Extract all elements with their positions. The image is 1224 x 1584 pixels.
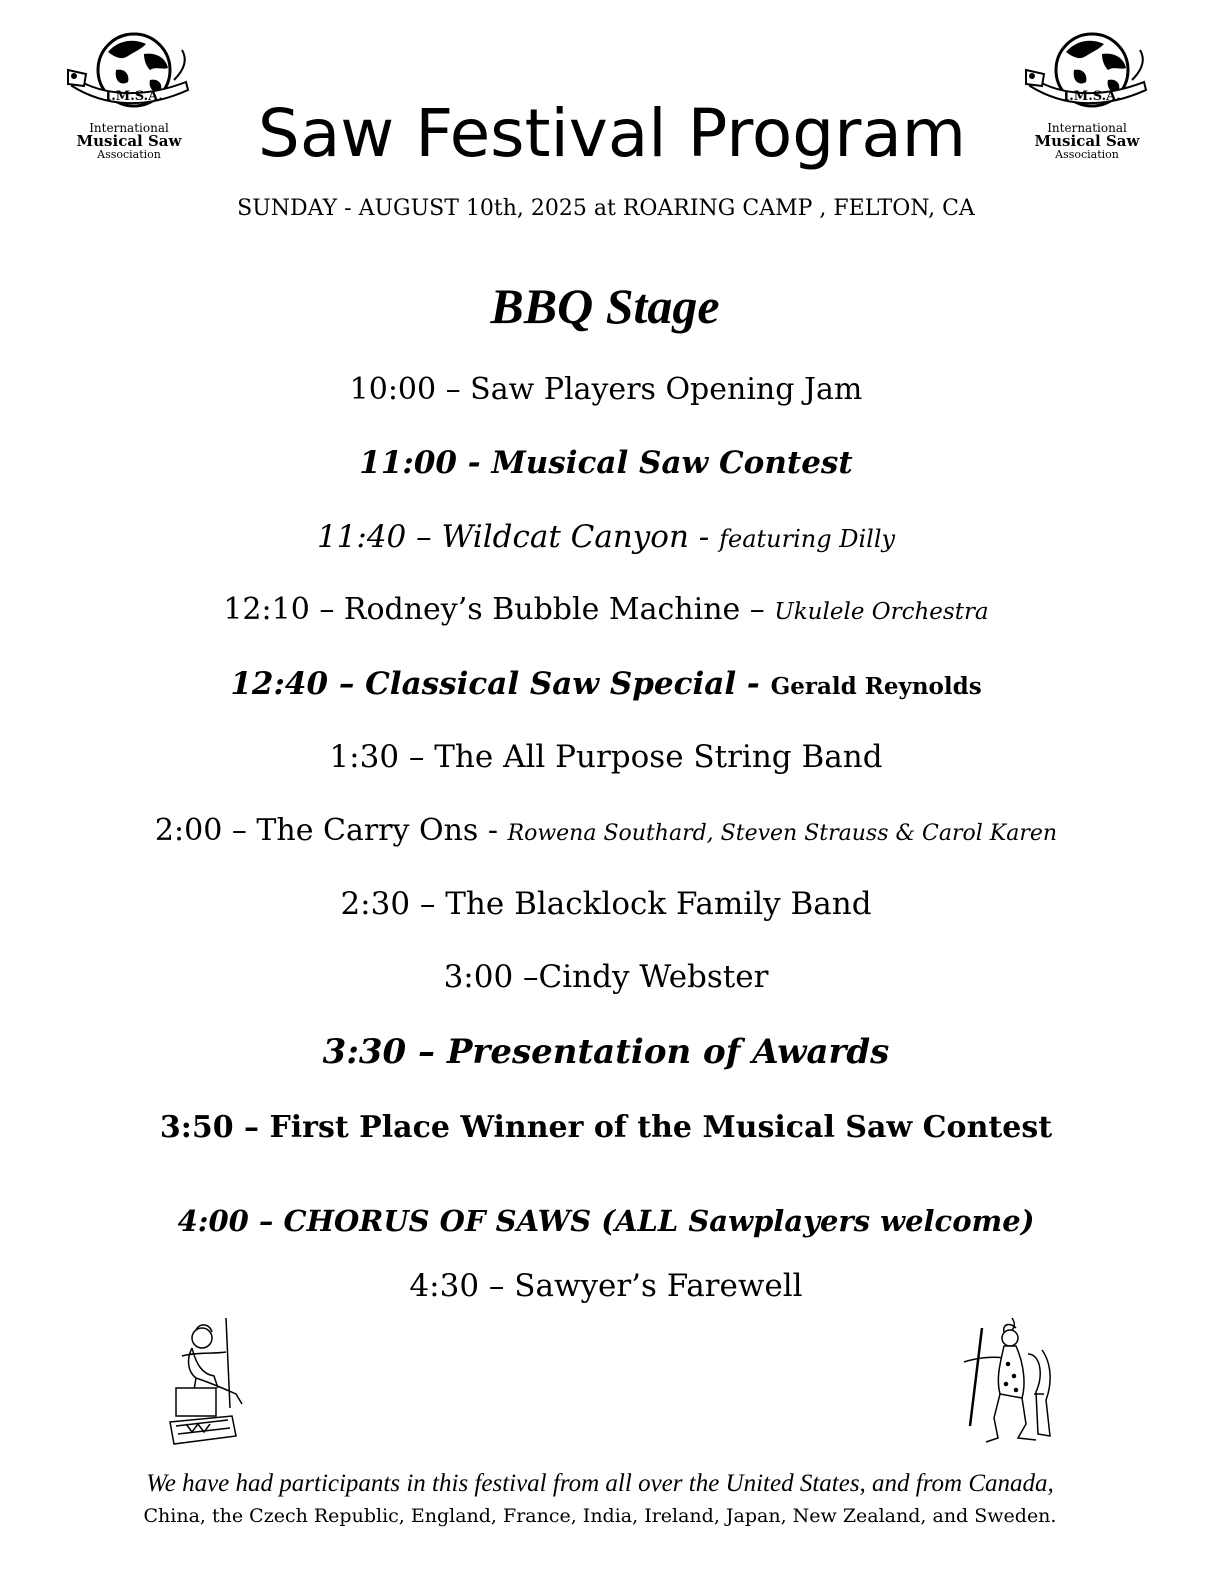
footer-line-1: We have had participants in this festival from all over the United States, and from Canada,: [146, 1470, 1054, 1497]
logo-line2: Musical Saw: [76, 132, 182, 150]
schedule-item-main: 11:00 - Musical Saw Contest: [359, 445, 853, 481]
globe-saw-icon: [1022, 30, 1152, 122]
schedule-item-main: 10:00 – Saw Players Opening Jam: [349, 372, 863, 407]
logo-initials: I.M.S.A.: [105, 89, 163, 104]
schedule-item-note: Ukulele Orchestra: [774, 599, 989, 625]
schedule-item: [0, 662, 1212, 709]
schedule-item-main: 2:30 – The Blacklock Family Band: [340, 886, 872, 922]
logo-line1: International: [89, 121, 169, 135]
schedule-item: [0, 588, 1212, 634]
schedule-item: [0, 441, 1212, 485]
schedule-item: [0, 955, 1212, 999]
schedule-item-main: 12:40 – Classical Saw Special -: [230, 666, 771, 702]
schedule-item: [0, 735, 1212, 779]
schedule-item-note: Gerald Reynolds: [770, 673, 982, 700]
schedule-item: [0, 1264, 1212, 1308]
schedule-item: [0, 809, 1212, 856]
schedule-item-main: 4:00 – CHORUS OF SAWS (ALL Sawplayers welcome): [177, 1204, 1035, 1238]
schedule-item: [0, 515, 1212, 561]
schedule-item-main: 11:40 – Wildcat Canyon -: [316, 519, 720, 555]
stage-heading: BBQ Stage: [490, 278, 720, 334]
logo-line3: Association: [97, 148, 161, 161]
imsa-logo-left: [64, 30, 194, 162]
saw-player-woman-illustration: [956, 1314, 1056, 1448]
page-title: Saw Festival Program: [257, 95, 967, 172]
schedule-item: [0, 1030, 1212, 1074]
saw-player-man-illustration: [156, 1312, 256, 1448]
logo-line1: International: [1047, 121, 1127, 135]
schedule-item-note: Rowena Southard, Steven Strauss & Carol Karen: [507, 821, 1058, 846]
schedule-item: [0, 1106, 1212, 1150]
imsa-logo-right: [1022, 30, 1152, 162]
logo-line2: Musical Saw: [1034, 132, 1140, 150]
schedule-item-main: 4:30 – Sawyer’s Farewell: [409, 1268, 803, 1304]
globe-saw-icon: [64, 30, 194, 122]
logo-initials: I.M.S.A.: [1063, 89, 1121, 104]
schedule-item-main: 3:50 – First Place Winner of the Musical Saw Contest: [159, 1110, 1053, 1145]
footer-line-2: China, the Czech Republic, England, France, India, Ireland, Japan, New Zealand, and Sweden.: [143, 1505, 1057, 1527]
schedule-item: [0, 368, 1212, 412]
schedule-item-main: 3:00 –Cindy Webster: [443, 959, 769, 995]
schedule-item-main: 2:00 – The Carry Ons -: [154, 813, 508, 848]
logo-line3: Association: [1055, 148, 1119, 161]
schedule-item-main: 3:30 – Presentation of Awards: [322, 1032, 890, 1072]
schedule-item: [0, 1199, 1212, 1243]
schedule-item: [0, 882, 1212, 926]
schedule-item-main: 12:10 – Rodney’s Bubble Machine –: [223, 592, 775, 627]
schedule-item-note: featuring Dilly: [719, 525, 896, 553]
event-date-location: SUNDAY - AUGUST 10th, 2025 at ROARING CAMP , FELTON, CA: [237, 196, 975, 221]
schedule-item-main: 1:30 – The All Purpose String Band: [329, 739, 883, 775]
